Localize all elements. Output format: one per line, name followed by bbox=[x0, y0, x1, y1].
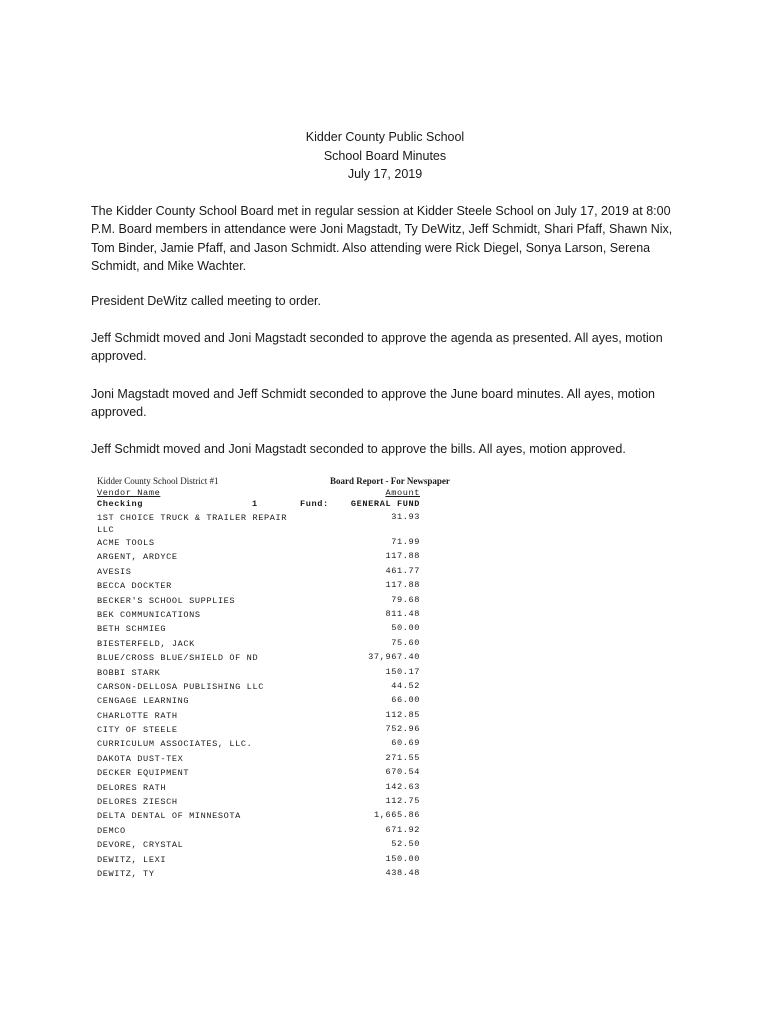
checking-fund-row bbox=[97, 499, 477, 511]
bills-motion-paragraph: Jeff Schmidt moved and Joni Magstadt seconded to approve the bills. All ayes, motion approved. bbox=[91, 442, 626, 456]
report-column-headers bbox=[97, 488, 477, 499]
vendor-name: ARGENT, ARDYCE bbox=[97, 552, 178, 563]
vendor-amount: 1,665.86 bbox=[373, 810, 420, 821]
vendor-name: DELORES ZIESCH bbox=[97, 797, 178, 808]
vendor-amount: 60.69 bbox=[391, 738, 420, 749]
vendor-amount: 66.00 bbox=[391, 695, 420, 706]
table-row bbox=[97, 694, 420, 708]
vendor-amount: 44.52 bbox=[391, 680, 420, 691]
vendor-amount: 50.00 bbox=[391, 623, 420, 634]
table-row bbox=[97, 511, 420, 536]
agenda-motion-paragraph: Jeff Schmidt moved and Joni Magstadt seconded to approve the agenda as presented. All ayes, motion approved. bbox=[91, 331, 663, 364]
vendor-name: DEVORE, CRYSTAL bbox=[97, 840, 184, 851]
vendor-amount: 150.00 bbox=[385, 853, 420, 864]
vendor-name: DECKER EQUIPMENT bbox=[97, 768, 190, 779]
checking-label: Checking bbox=[97, 499, 144, 509]
vendor-amount: 670.54 bbox=[385, 767, 420, 778]
vendor-amount: 117.88 bbox=[385, 580, 420, 591]
table-row bbox=[97, 709, 420, 723]
vendor-name: BEK COMMUNICATIONS bbox=[97, 609, 201, 620]
document-title: School Board Minutes bbox=[323, 148, 447, 163]
table-row bbox=[97, 853, 420, 867]
vendor-amount: 752.96 bbox=[385, 724, 420, 735]
amount-header: Amount bbox=[385, 488, 420, 498]
table-row bbox=[97, 550, 420, 564]
vendor-amount: 71.99 bbox=[391, 537, 420, 547]
vendor-amount: 811.48 bbox=[385, 608, 420, 619]
vendor-name-header: Vendor Name bbox=[97, 488, 161, 498]
vendor-amount: 271.55 bbox=[385, 752, 420, 763]
vendor-name: CITY OF STEELE bbox=[97, 725, 178, 736]
table-row bbox=[97, 781, 420, 795]
vendor-name: DEMCO bbox=[97, 825, 126, 836]
vendor-amount: 461.77 bbox=[385, 565, 420, 576]
meeting-date: July 17, 2019 bbox=[347, 167, 423, 181]
vendor-amount: 31.93 bbox=[391, 512, 420, 522]
vendor-name: AVESIS bbox=[97, 566, 132, 577]
opening-paragraph: The Kidder County School Board met in regular session at Kidder Steele School on July 17, 2019 at 8:00 P.M. Board members in attendance were Joni Magstadt, Ty DeWitz, Jeff Schmidt, Shari Pfaff, Shawn Nix, Tom Binder, Jamie Pfaff, and Jason Schmidt. Also attending were Rick Diegel, Sonya Larson, Serena Schmidt, and Mike Wachter. bbox=[91, 204, 673, 274]
vendor-name: BETH SCHMIEG bbox=[97, 624, 167, 635]
table-row bbox=[97, 622, 420, 636]
vendor-name: BECKER'S SCHOOL SUPPLIES bbox=[97, 595, 236, 606]
table-row bbox=[97, 809, 420, 823]
minutes-motion-paragraph: Joni Magstadt moved and Jeff Schmidt seconded to approve the June board minutes. All ayes, motion approved. bbox=[91, 387, 655, 420]
vendor-name: DEWITZ, LEXI bbox=[97, 854, 167, 865]
vendor-name: CHARLOTTE RATH bbox=[97, 710, 178, 721]
fund-label: Fund: bbox=[300, 499, 329, 509]
vendor-name: CARSON-DELLOSA PUBLISHING LLC bbox=[97, 681, 264, 692]
vendor-name: 1ST CHOICE TRUCK & TRAILER REPAIR LLC bbox=[97, 513, 287, 535]
table-row bbox=[97, 637, 420, 651]
table-row bbox=[97, 723, 420, 737]
table-row bbox=[97, 666, 420, 680]
vendor-amount: 37,967.40 bbox=[368, 652, 420, 663]
vendor-name: BIESTERFELD, JACK bbox=[97, 638, 195, 649]
table-row bbox=[97, 579, 420, 593]
report-title: Board Report - For Newspaper bbox=[330, 476, 450, 486]
vendor-name: CURRICULUM ASSOCIATES, LLC. bbox=[97, 739, 253, 750]
table-row bbox=[97, 838, 420, 852]
vendor-amount: 112.85 bbox=[385, 709, 420, 720]
table-row bbox=[97, 651, 420, 665]
vendor-name: BOBBI STARK bbox=[97, 667, 161, 678]
table-row bbox=[97, 680, 420, 694]
board-report bbox=[97, 476, 477, 881]
vendor-name: BLUE/CROSS BLUE/SHIELD OF ND bbox=[97, 653, 259, 664]
table-row bbox=[97, 824, 420, 838]
vendor-name: DELTA DENTAL OF MINNESOTA bbox=[97, 811, 241, 822]
table-row bbox=[97, 795, 420, 809]
vendor-amount: 142.63 bbox=[385, 781, 420, 792]
fund-name: GENERAL FUND bbox=[350, 499, 420, 509]
vendor-name: BECCA DOCKTER bbox=[97, 581, 172, 592]
vendor-name: DAKOTA DUST-TEX bbox=[97, 753, 184, 764]
report-header bbox=[97, 476, 477, 488]
table-row bbox=[97, 594, 420, 608]
vendor-amount: 79.68 bbox=[391, 594, 420, 605]
table-row bbox=[97, 766, 420, 780]
vendor-name: DEWITZ, TY bbox=[97, 868, 155, 879]
call-to-order-paragraph: President DeWitz called meeting to order. bbox=[91, 294, 321, 308]
report-district: Kidder County School District #1 bbox=[97, 476, 219, 486]
table-row bbox=[97, 608, 420, 622]
table-row bbox=[97, 867, 420, 881]
vendor-name: ACME TOOLS bbox=[97, 538, 155, 548]
vendor-list bbox=[97, 511, 477, 881]
vendor-amount: 438.48 bbox=[385, 867, 420, 878]
vendor-amount: 671.92 bbox=[385, 824, 420, 835]
vendor-name: CENGAGE LEARNING bbox=[97, 696, 190, 707]
vendor-amount: 150.17 bbox=[385, 666, 420, 677]
vendor-amount: 112.75 bbox=[385, 796, 420, 807]
vendor-amount: 75.60 bbox=[391, 637, 420, 648]
vendor-amount: 117.88 bbox=[385, 551, 420, 562]
document-header bbox=[0, 128, 770, 184]
table-row bbox=[97, 565, 420, 579]
table-row bbox=[97, 752, 420, 766]
school-name: Kidder County Public School bbox=[305, 130, 465, 144]
checking-number: 1 bbox=[252, 499, 258, 509]
vendor-name: DELORES RATH bbox=[97, 782, 167, 793]
table-row bbox=[97, 737, 420, 751]
vendor-amount: 52.50 bbox=[391, 839, 420, 850]
table-row bbox=[97, 536, 420, 550]
